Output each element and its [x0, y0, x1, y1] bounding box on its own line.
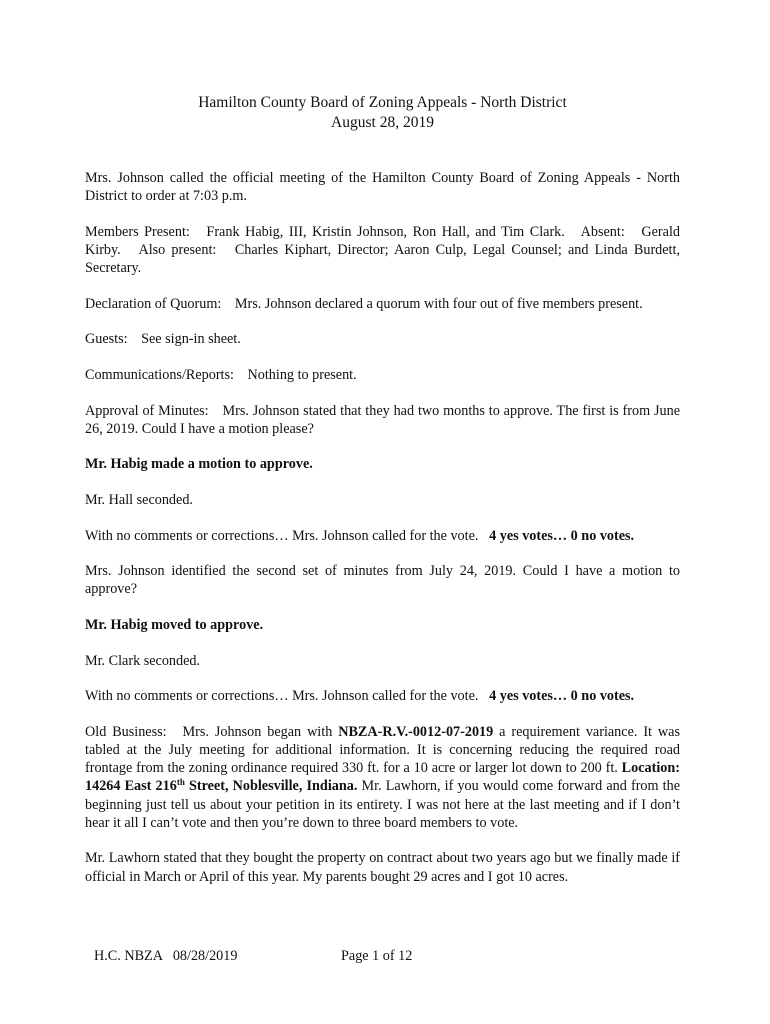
old-business-label: Old Business:: [85, 723, 167, 740]
call-to-order-paragraph: Mrs. Johnson called the official meeting of the Hamilton County Board of Zoning Appeals - North District to order at 7:03 p.m.: [85, 170, 680, 205]
old-business-paragraph: [85, 723, 680, 832]
vote-text-1: With no comments or corrections… Mrs. Johnson called for the vote.: [85, 527, 479, 544]
motion-text-2: Mr. Habig moved to approve.: [85, 616, 264, 633]
guests-label: Guests:: [85, 331, 128, 348]
communications-paragraph: [85, 366, 680, 384]
second-minutes-paragraph: Mrs. Johnson identified the second set of minutes from July 24, 2019. Could I have a motion to approve?: [85, 563, 680, 598]
approval-of-minutes-paragraph: [85, 402, 680, 438]
vote-paragraph-1: [85, 527, 680, 545]
approval-label: Approval of Minutes:: [85, 402, 209, 419]
second-paragraph-1: Mr. Hall seconded.: [85, 491, 193, 508]
old-business-continuation: Mr. Lawhorn, if you would come forward and from the beginning just tell us about your petition in its entirety. I was not here at the last meeting and if I don’t hear it all I can’t vote and then you’re down to three board members to vote.: [85, 778, 681, 831]
quorum-label: Declaration of Quorum:: [85, 295, 222, 312]
approval-text: Mrs. Johnson stated that they had two months to approve. The first is from June 26, 2019. Could I have a motion please?: [85, 402, 680, 437]
minutes-body: [85, 169, 684, 903]
ordinal-suffix: th: [176, 777, 185, 788]
old-business-description: a requirement variance. It was tabled at the July meeting for additional information. It is concerning reducing the required road frontage from the zoning ordinance required 330 ft. for a 10 acre or larger lot down to 200 ft.: [85, 723, 680, 777]
communications-text: Nothing to present.: [247, 366, 357, 383]
vote-result-1: 4 yes votes… 0 no votes.: [489, 527, 635, 544]
vote-result-2: 4 yes votes… 0 no votes.: [489, 688, 635, 705]
old-business-intro: Mrs. Johnson began with: [182, 723, 333, 740]
guests-text: See sign-in sheet.: [141, 331, 241, 348]
members-present-paragraph: Members Present: Frank Habig, III, Kristin Johnson, Ron Hall, and Tim Clark. Absent: Gerald Kirby. Also present: Charles Kiphart, Director; Aaron Culp, Legal Counsel; and Linda Burdett, Secretary.: [85, 223, 684, 277]
document-title: Hamilton County Board of Zoning Appeals - North District: [198, 94, 567, 111]
vote-paragraph-2: [85, 687, 680, 705]
motion-paragraph-1: [85, 455, 680, 473]
case-number: NBZA-R.V.-0012-07-2019: [338, 723, 494, 740]
quorum-paragraph: [85, 295, 680, 313]
motion-paragraph-2: [85, 616, 680, 634]
document-header: [85, 93, 680, 133]
location-address: Street, Noblesville, Indiana.: [188, 778, 358, 795]
quorum-text: Mrs. Johnson declared a quorum with four out of five members present.: [234, 295, 643, 312]
motion-text-1: Mr. Habig made a motion to approve.: [85, 456, 313, 473]
vote-text-2: With no comments or corrections… Mrs. Johnson called for the vote.: [85, 688, 479, 705]
lawhorn-statement-paragraph: Mr. Lawhorn stated that they bought the property on contract about two years ago but we finally made if official in March or April of this year. My parents bought 29 acres and I got 10 acres.: [85, 850, 680, 885]
communications-label: Communications/Reports:: [85, 366, 234, 383]
meeting-date: August 28, 2019: [331, 114, 434, 131]
location-label: Location: 14264 East 216: [85, 760, 680, 795]
second-paragraph-2: Mr. Clark seconded.: [85, 652, 201, 669]
guests-paragraph: [85, 330, 680, 348]
footer-document-id: H.C. NBZA 08/28/2019: [94, 948, 238, 964]
footer-page-number: Page 1 of 12: [341, 948, 413, 964]
